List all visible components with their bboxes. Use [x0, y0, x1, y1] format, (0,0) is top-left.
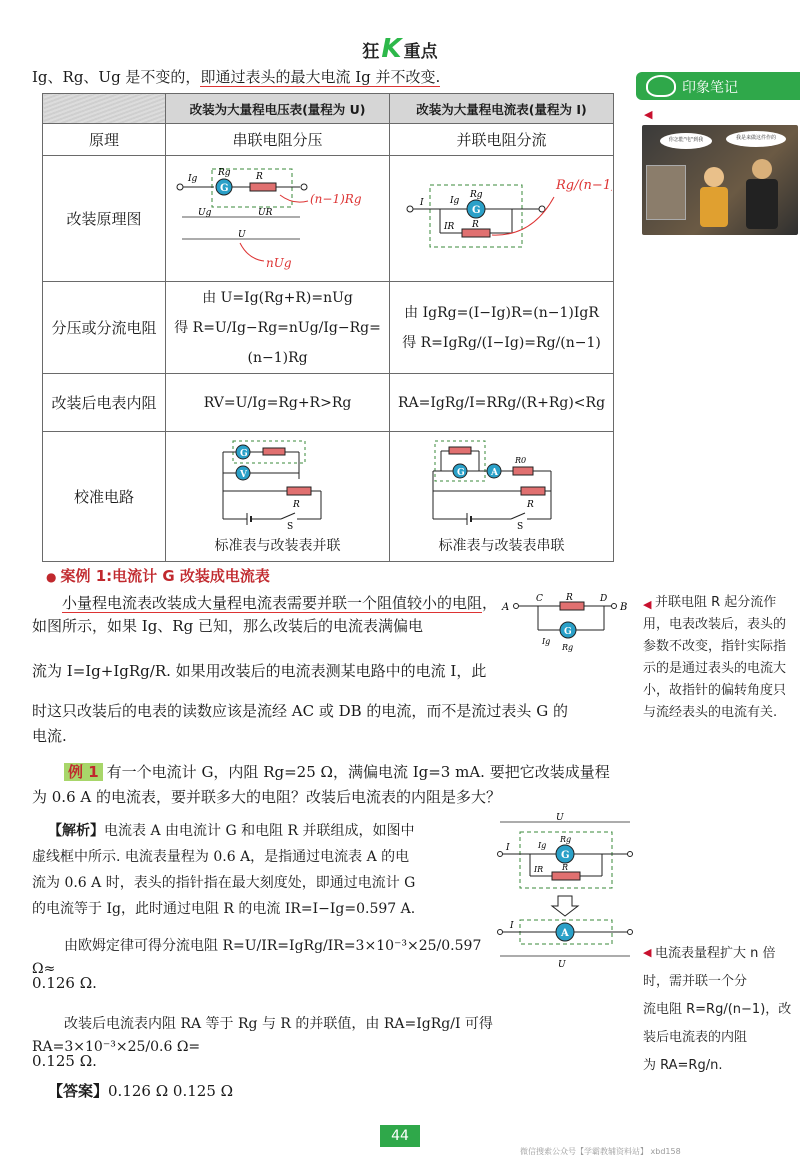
- case1-paragraph-a: [32, 592, 502, 638]
- comic-illustration: [642, 125, 798, 235]
- answer-value: 0.126 Ω 0.125 Ω: [108, 1082, 234, 1100]
- down-arrow-icon: [552, 896, 578, 916]
- cell-current-resistance: [390, 282, 614, 374]
- comic-figure-head-1: [704, 167, 724, 187]
- table-row-calibration: [43, 432, 614, 562]
- red-arrow: [240, 243, 264, 261]
- cell-voltage-internal: RV=U/Ig=Rg+R>Rg: [166, 374, 390, 432]
- header-k-logo: K: [381, 34, 402, 64]
- r0-label: R0: [514, 455, 526, 465]
- terminal-icon: [407, 206, 413, 212]
- s-label: S: [286, 521, 293, 529]
- case1-underlined: 小量程电流表改装成大量程电流表需要并联一个阻值较小的电阻: [62, 594, 483, 612]
- resistor-icon: [552, 872, 580, 880]
- page-number: 44: [380, 1125, 420, 1147]
- rg-label: Rg: [562, 643, 574, 652]
- g-label: G: [561, 850, 570, 861]
- terminal-icon: [514, 604, 519, 609]
- r-label: R: [566, 593, 573, 603]
- example1-q2: 为 0.6 A 的电流表，要并联多大的电阻？改装后电流表的内阻是多大？: [32, 788, 501, 806]
- comic-figure-body-2: [746, 179, 778, 229]
- current-conversion-circuit: [392, 157, 612, 277]
- u-label: U: [558, 960, 566, 970]
- sidebar-note-2-line-2: 流电阻 R=Rg/(n−1)，改: [643, 1002, 792, 1017]
- ur-label: UR: [257, 207, 272, 218]
- rheostat-icon: [521, 487, 545, 495]
- u-label: U: [237, 229, 246, 240]
- g-label: G: [239, 448, 248, 459]
- caption-current-calibration: 标准表与改装表串联: [438, 537, 565, 554]
- cell-voltage-resistance: [166, 282, 390, 374]
- n-minus-1-rg-label: (n−1)Rg: [309, 191, 362, 206]
- row-label-internal: 改装后电表内阻: [43, 374, 166, 432]
- resistor-icon: [560, 602, 584, 610]
- rheostat-icon: [287, 487, 311, 495]
- example1-label: 例 1: [64, 763, 103, 781]
- i-label: I: [506, 843, 510, 853]
- answer-line: [32, 1080, 622, 1103]
- terminal-icon: [301, 184, 307, 190]
- analysis-block: [32, 818, 502, 922]
- ig-label: Ig: [187, 173, 197, 184]
- g-label: G: [471, 204, 481, 216]
- sidebar-note-2-line-3: 装后电流表的内阻: [643, 1030, 748, 1045]
- terminal-icon: [628, 852, 633, 857]
- page-header-title: [330, 34, 470, 64]
- table-header-row: [43, 94, 614, 124]
- analysis-line-1: 电流表 A 由电流计 G 和电阻 R 并联组成，如图中: [104, 823, 415, 839]
- terminal-icon: [612, 604, 617, 609]
- r-label: R: [292, 499, 300, 510]
- analysis-line-3: 流为 0.6 A 时，表头的指针指在最大刻度处，即通过电流计 G: [32, 875, 416, 891]
- cell-voltage-principle: 串联电阻分压: [166, 124, 390, 156]
- v-label: V: [239, 469, 247, 480]
- leaf-bullet-icon: ●: [46, 570, 57, 584]
- node-a-label: A: [502, 602, 510, 613]
- node-b-label: B: [620, 602, 628, 613]
- rg-over-n-minus-1-label: Rg/(n−1): [555, 177, 612, 193]
- nug-label: nUg: [265, 255, 292, 270]
- triangle-marker-icon: ◀: [643, 946, 652, 959]
- sidebar-note-1: 并联电阻 R 起分流作用，电表改装后，表头的参数不改变，指针实际指示的是通过表头的电流大小，故指针的偏转角度只与流经表头的电流有关.: [643, 595, 787, 720]
- g-label: G: [564, 627, 572, 637]
- comic-bubble-right: 我是来做这件作的: [726, 131, 786, 147]
- a-label: A: [490, 467, 498, 478]
- g-label: G: [456, 467, 465, 478]
- a-label: A: [561, 928, 569, 939]
- row-label-principle: 原理: [43, 124, 166, 156]
- rg-label: Rg: [560, 835, 572, 844]
- table-row-internal: [43, 374, 614, 432]
- sidebar-note-2-line-4: 为 RA=Rg/n.: [643, 1058, 723, 1073]
- comparison-table: [42, 93, 614, 562]
- triangle-marker-icon: ◀: [644, 108, 653, 121]
- table-row-resistance: [43, 282, 614, 374]
- voltage-conversion-circuit: [168, 157, 388, 277]
- i-label: I: [510, 921, 514, 931]
- analysis-label: 【解析】: [48, 823, 104, 839]
- resistor-icon: [263, 448, 285, 455]
- row-label-diagram: 改装原理图: [43, 156, 166, 282]
- r-label: R: [255, 171, 263, 182]
- r-label: R: [562, 863, 569, 872]
- example1-circuit: [490, 810, 640, 970]
- resistor-r0-icon: [513, 467, 533, 475]
- rg-label: Rg: [469, 189, 483, 200]
- ohm-result: 0.126 Ω.: [32, 974, 97, 992]
- row-label-calibration: 校准电路: [43, 432, 166, 562]
- header-title-right: 重点: [403, 42, 438, 62]
- u-label: U: [556, 813, 564, 823]
- case1-rest-4: 电流.: [32, 727, 67, 745]
- ig-label: Ig: [538, 841, 547, 850]
- comic-figure-body-1: [700, 187, 728, 227]
- g-label: G: [219, 182, 229, 194]
- case1-title: [46, 565, 270, 586]
- example1-question-1: [32, 761, 622, 784]
- cell-current-internal: RA=IgRg/I=RRg/(R+Rg)<Rg: [390, 374, 614, 432]
- header-title-left: 狂: [362, 42, 380, 62]
- intro-before: Ig、Rg、Ug 是不变的，: [32, 68, 201, 86]
- intro-underlined: 即通过表头的最大电流 Ig 并不改变.: [200, 68, 441, 86]
- row-label-resistance: 分压或分流电阻: [43, 282, 166, 374]
- rg-label: Rg: [217, 167, 231, 178]
- cell-voltage-diagram: [166, 156, 390, 282]
- analysis-line-2: 虚线框中所示. 电流表量程为 0.6 A，是指通过电流表 A 的电: [32, 849, 410, 865]
- switch-icon: [511, 513, 525, 519]
- terminal-icon: [628, 930, 633, 935]
- header-voltage-meter: 改装为大量程电压表(量程为 U): [166, 94, 390, 124]
- analysis-line-4: 的电流等于 Ig，此时通过电阻 R 的电流 IR=I−Ig=0.597 A.: [32, 901, 416, 917]
- header-current-meter: 改装为大量程电流表(量程为 I): [390, 94, 614, 124]
- case1-parallel-circuit: [500, 592, 630, 658]
- table-row-principle: [43, 124, 614, 156]
- case1-title-text: 案例 1:电流计 G 改装成电流表: [60, 567, 270, 585]
- terminal-icon: [498, 930, 503, 935]
- node-d-label: D: [600, 594, 608, 604]
- resistor-icon: [250, 183, 276, 191]
- case1-rest-2: 流为 I=Ig+IgRg/R. 如果用改装后的电流表测某电路中的电流 I，此: [32, 662, 487, 680]
- triangle-marker-icon: ◀: [643, 598, 652, 611]
- resistor-icon: [449, 447, 471, 454]
- current-calibration-circuit: [427, 439, 577, 529]
- resistor-icon: [462, 229, 490, 237]
- cell-voltage-calibration: [166, 432, 390, 562]
- case1-rest-1: ，如图所示，如果 Ig、Rg 已知，那么改装后的电流表满偏电: [32, 594, 498, 635]
- node-c-label: C: [536, 594, 543, 604]
- sidebar-note-2: [643, 940, 793, 1080]
- answer-label: 【答案】: [48, 1082, 109, 1100]
- comic-bubble-left: 你怎能"电"到我: [660, 133, 712, 149]
- caption-voltage-calibration: 标准表与改装表并联: [214, 537, 341, 554]
- ig-label: Ig: [542, 637, 551, 646]
- table-row-diagram: [43, 156, 614, 282]
- r-label: R: [526, 499, 534, 510]
- comic-electric-panel: [646, 165, 686, 220]
- formula-voltage-1: 由 U=Ig(Rg+R)=nUg: [202, 289, 353, 306]
- internal-formula: 改装后电流表内阻 RA 等于 Rg 与 R 的并联值，由 RA=IgRg/I 可得 RA=3×10⁻³×25/0.6 Ω=: [32, 1016, 493, 1055]
- ig-label: Ig: [449, 195, 459, 206]
- elephant-icon: [646, 75, 676, 97]
- internal-result: 0.125 Ω.: [32, 1052, 97, 1070]
- formula-current-1: 由 IgRg=(I−Ig)R=(n−1)IgR: [404, 304, 599, 321]
- formula-current-2: 得 R=IgRg/(I−Ig)=Rg/(n−1): [402, 334, 601, 351]
- table-header-corner: [43, 94, 166, 124]
- example1-q1: 有一个电流计 G，内阻 Rg=25 Ω，满偏电流 Ig=3 mA. 要把它改装成量程: [106, 763, 610, 781]
- cell-current-principle: 并联电阻分流: [390, 124, 614, 156]
- comic-figure-head-2: [752, 159, 772, 179]
- ohm-formula: 由欧姆定律可得分流电阻 R=U/IR=IgRg/IR=3×10⁻³×25/0.597 Ω≈: [32, 938, 482, 977]
- sidebar-note-2-line-1: 电流表量程扩大 n 倍时，需并联一个分: [643, 946, 776, 989]
- i-label: I: [419, 197, 424, 208]
- terminal-icon: [498, 852, 503, 857]
- footer-watermark: 微信搜索公众号【学霸教辅资料站】 xbd158: [520, 1147, 681, 1156]
- intro-line: [32, 66, 612, 87]
- s-label: S: [516, 521, 523, 529]
- ir-label: IR: [534, 865, 544, 874]
- red-arrow: [492, 197, 554, 235]
- ug-label: Ug: [197, 207, 211, 218]
- cell-current-calibration: [390, 432, 614, 562]
- voltage-calibration-circuit: [203, 439, 353, 529]
- red-arrow: [280, 195, 308, 202]
- terminal-icon: [177, 184, 183, 190]
- sidebar-header: [636, 72, 800, 100]
- switch-icon: [281, 513, 295, 519]
- sidebar-header-label: 印象笔记: [682, 80, 738, 96]
- cell-current-diagram: [390, 156, 614, 282]
- r-label: R: [471, 219, 479, 230]
- formula-voltage-2: 得 R=U/Ig−Rg=nUg/Ig−Rg=(n−1)Rg: [174, 319, 381, 366]
- case1-rest-3: 时这只改装后的电表的读数应该是流经 AC 或 DB 的电流，而不是流过表头 G 的: [32, 702, 568, 720]
- ir-label: IR: [443, 221, 454, 232]
